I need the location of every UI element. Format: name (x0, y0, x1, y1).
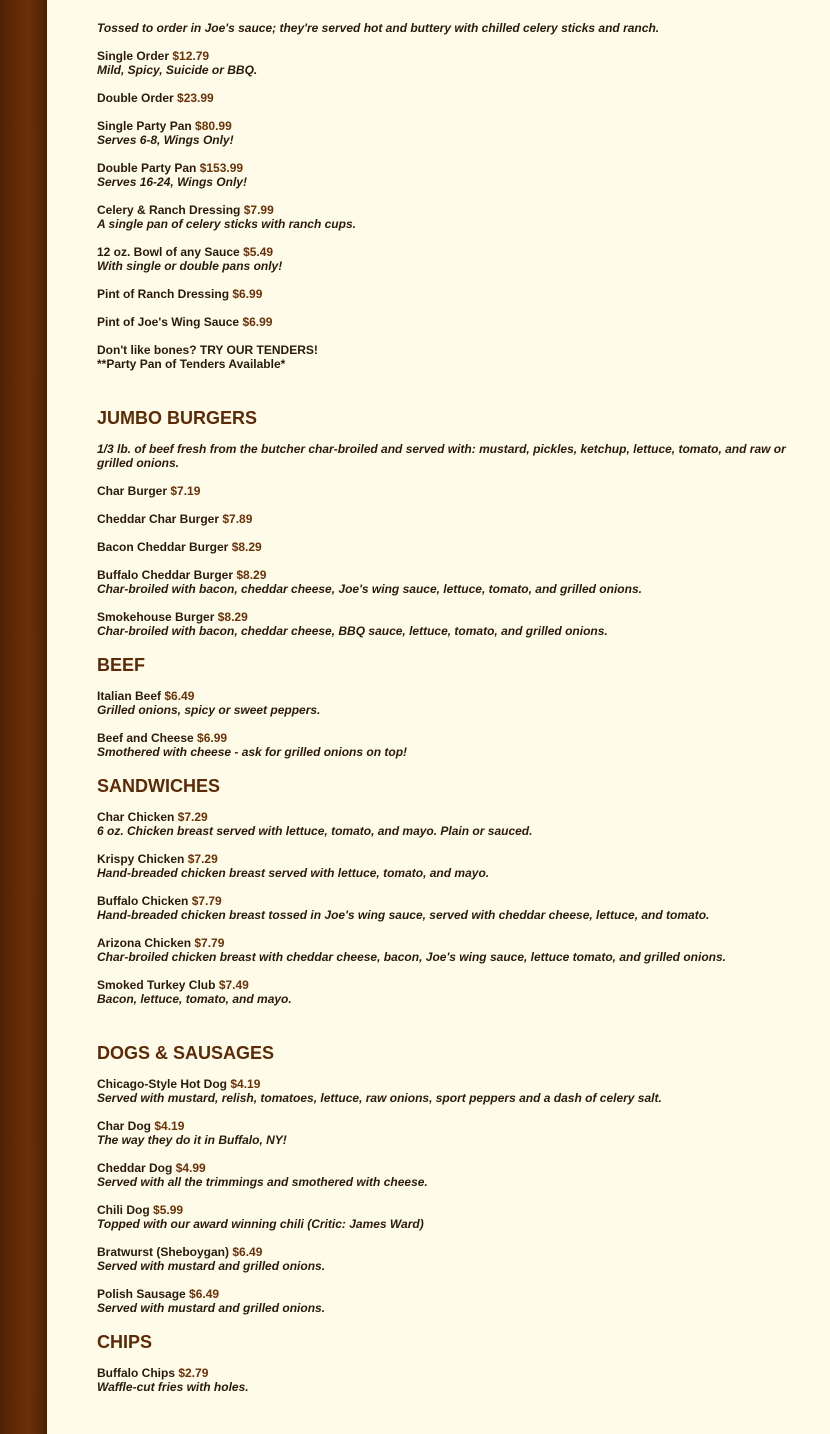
menu-item (97, 119, 797, 147)
menu-item (97, 1245, 797, 1273)
wings-section (97, 21, 797, 371)
item-desc: Grilled onions, spicy or sweet peppers. (97, 703, 321, 717)
item-desc: Served with all the trimmings and smothered with cheese. (97, 1175, 428, 1189)
item-name: Polish Sausage (97, 1287, 186, 1301)
menu-item (97, 978, 797, 1006)
menu-item (97, 1287, 797, 1315)
item-name: Single Party Pan (97, 119, 192, 133)
menu-item (97, 810, 797, 838)
item-desc: Mild, Spicy, Suicide or BBQ. (97, 63, 258, 77)
item-price: $5.99 (153, 1203, 184, 1217)
item-name: Pint of Joe's Wing Sauce (97, 315, 240, 329)
menu-item (97, 731, 797, 759)
item-name: Buffalo Cheddar Burger (97, 568, 234, 582)
chips-section (97, 1331, 797, 1394)
tenders-note (97, 343, 797, 371)
item-price: $8.29 (236, 568, 267, 582)
menu-item (97, 894, 797, 922)
item-name: Double Order (97, 91, 174, 105)
item-price: $6.49 (164, 689, 195, 703)
item-name: Arizona Chicken (97, 936, 192, 950)
menu-item (97, 852, 797, 880)
menu-item (97, 287, 797, 301)
beef-section (97, 654, 797, 759)
item-price: $8.29 (217, 610, 248, 624)
menu-item (97, 245, 797, 273)
item-desc: Smothered with cheese - ask for grilled onions on top! (97, 745, 408, 759)
left-sidebar-border (0, 0, 47, 1434)
item-desc: Char-broiled chicken breast with cheddar cheese, bacon, Joe's wing sauce, lettuce tomato, and grilled onions. (97, 950, 727, 964)
item-name: Celery & Ranch Dressing (97, 203, 241, 217)
item-name: Char Burger (97, 484, 168, 498)
item-price: $12.79 (172, 49, 210, 63)
burgers-intro: 1/3 lb. of beef fresh from the butcher char-broiled and served with: mustard, pickles, ketchup, lettuce, tomato, and raw or grilled onions. (97, 442, 786, 470)
item-name: Chicago-Style Hot Dog (97, 1077, 228, 1091)
item-desc: Waffle-cut fries with holes. (97, 1380, 249, 1394)
item-name: Char Chicken (97, 810, 175, 824)
item-name: Beef and Cheese (97, 731, 194, 745)
item-desc: The way they do it in Buffalo, NY! (97, 1133, 287, 1147)
item-desc: Hand-breaded chicken breast served with lettuce, tomato, and mayo. (97, 866, 490, 880)
menu-item (97, 161, 797, 189)
item-price: $2.79 (178, 1366, 209, 1380)
menu-item (97, 1366, 797, 1394)
item-price: $7.49 (218, 978, 249, 992)
item-price: $6.99 (232, 287, 263, 301)
item-name: Char Dog (97, 1119, 151, 1133)
item-price: $6.49 (232, 1245, 263, 1259)
menu-item (97, 49, 797, 77)
item-desc: 6 oz. Chicken breast served with lettuce, tomato, and mayo. Plain or sauced. (97, 824, 533, 838)
item-desc: Bacon, lettuce, tomato, and mayo. (97, 992, 292, 1006)
menu-item (97, 203, 797, 231)
item-desc: Serves 16-24, Wings Only! (97, 175, 247, 189)
item-desc: Served with mustard and grilled onions. (97, 1259, 326, 1273)
item-desc: Serves 6-8, Wings Only! (97, 133, 234, 147)
item-desc: Char-broiled with bacon, cheddar cheese, Joe's wing sauce, lettuce, tomato, and grilled onions. (97, 582, 642, 596)
menu-item (97, 315, 797, 329)
item-price: $4.19 (154, 1119, 185, 1133)
item-price: $4.99 (175, 1161, 206, 1175)
item-price: $8.29 (231, 540, 262, 554)
item-price: $80.99 (195, 119, 232, 133)
menu-content (97, 21, 797, 1408)
menu-item (97, 1161, 797, 1189)
item-price: $7.89 (222, 512, 253, 526)
item-name: Double Party Pan (97, 161, 197, 175)
item-name: Smoked Turkey Club (97, 978, 216, 992)
item-price: $6.49 (189, 1287, 220, 1301)
item-price: $153.99 (199, 161, 244, 175)
burgers-section (97, 407, 797, 638)
item-name: Bacon Cheddar Burger (97, 540, 229, 554)
section-heading: DOGS & SAUSAGES (97, 1043, 275, 1063)
item-price: $7.19 (170, 484, 201, 498)
dogs-section (97, 1042, 797, 1315)
item-price: $6.99 (242, 315, 273, 329)
menu-item (97, 91, 797, 105)
item-desc: Served with mustard and grilled onions. (97, 1301, 326, 1315)
item-desc: A single pan of celery sticks with ranch cups. (97, 217, 356, 231)
item-price: $23.99 (177, 91, 214, 105)
menu-item (97, 1203, 797, 1231)
item-desc: Char-broiled with bacon, cheddar cheese, BBQ sauce, lettuce, tomato, and grilled onions. (97, 624, 608, 638)
menu-item (97, 689, 797, 717)
item-name: 12 oz. Bowl of any Sauce (97, 245, 240, 259)
item-name: Buffalo Chips (97, 1366, 175, 1380)
section-heading: BEEF (97, 655, 146, 675)
item-price: $7.29 (187, 852, 218, 866)
menu-item (97, 1119, 797, 1147)
item-desc: With single or double pans only! (97, 259, 283, 273)
tenders-note-line1: Don't like bones? TRY OUR TENDERS! (97, 343, 318, 357)
menu-item (97, 936, 797, 964)
item-name: Cheddar Char Burger (97, 512, 220, 526)
item-name: Chili Dog (97, 1203, 150, 1217)
item-name: Pint of Ranch Dressing (97, 287, 230, 301)
tenders-note-line2: **Party Pan of Tenders Available* (97, 357, 286, 371)
item-price: $7.79 (194, 936, 225, 950)
menu-item (97, 568, 797, 596)
item-name: Single Order (97, 49, 170, 63)
item-price: $4.19 (230, 1077, 261, 1091)
item-desc: Served with mustard, relish, tomatoes, lettuce, raw onions, sport peppers and a dash of celery salt. (97, 1091, 662, 1105)
item-name: Cheddar Dog (97, 1161, 173, 1175)
wings-intro: Tossed to order in Joe's sauce; they're served hot and buttery with chilled celery sticks and ranch. (97, 21, 660, 35)
menu-item (97, 540, 797, 554)
item-price: $7.99 (243, 203, 274, 217)
section-heading: CHIPS (97, 1332, 153, 1352)
item-name: Bratwurst (Sheboygan) (97, 1245, 230, 1259)
item-price: $7.79 (191, 894, 222, 908)
item-name: Italian Beef (97, 689, 162, 703)
item-price: $5.49 (243, 245, 274, 259)
menu-item (97, 610, 797, 638)
menu-item (97, 1077, 797, 1105)
section-heading: SANDWICHES (97, 776, 221, 796)
item-name: Krispy Chicken (97, 852, 185, 866)
menu-item (97, 512, 797, 526)
item-desc: Topped with our award winning chili (Critic: James Ward) (97, 1217, 424, 1231)
item-desc: Hand-breaded chicken breast tossed in Joe's wing sauce, served with cheddar cheese, lettuce, and tomato. (97, 908, 710, 922)
item-price: $6.99 (197, 731, 228, 745)
item-name: Buffalo Chicken (97, 894, 189, 908)
menu-item (97, 484, 797, 498)
item-price: $7.29 (177, 810, 208, 824)
sandwiches-section (97, 775, 797, 1006)
section-heading: JUMBO BURGERS (97, 408, 258, 428)
item-name: Smokehouse Burger (97, 610, 215, 624)
